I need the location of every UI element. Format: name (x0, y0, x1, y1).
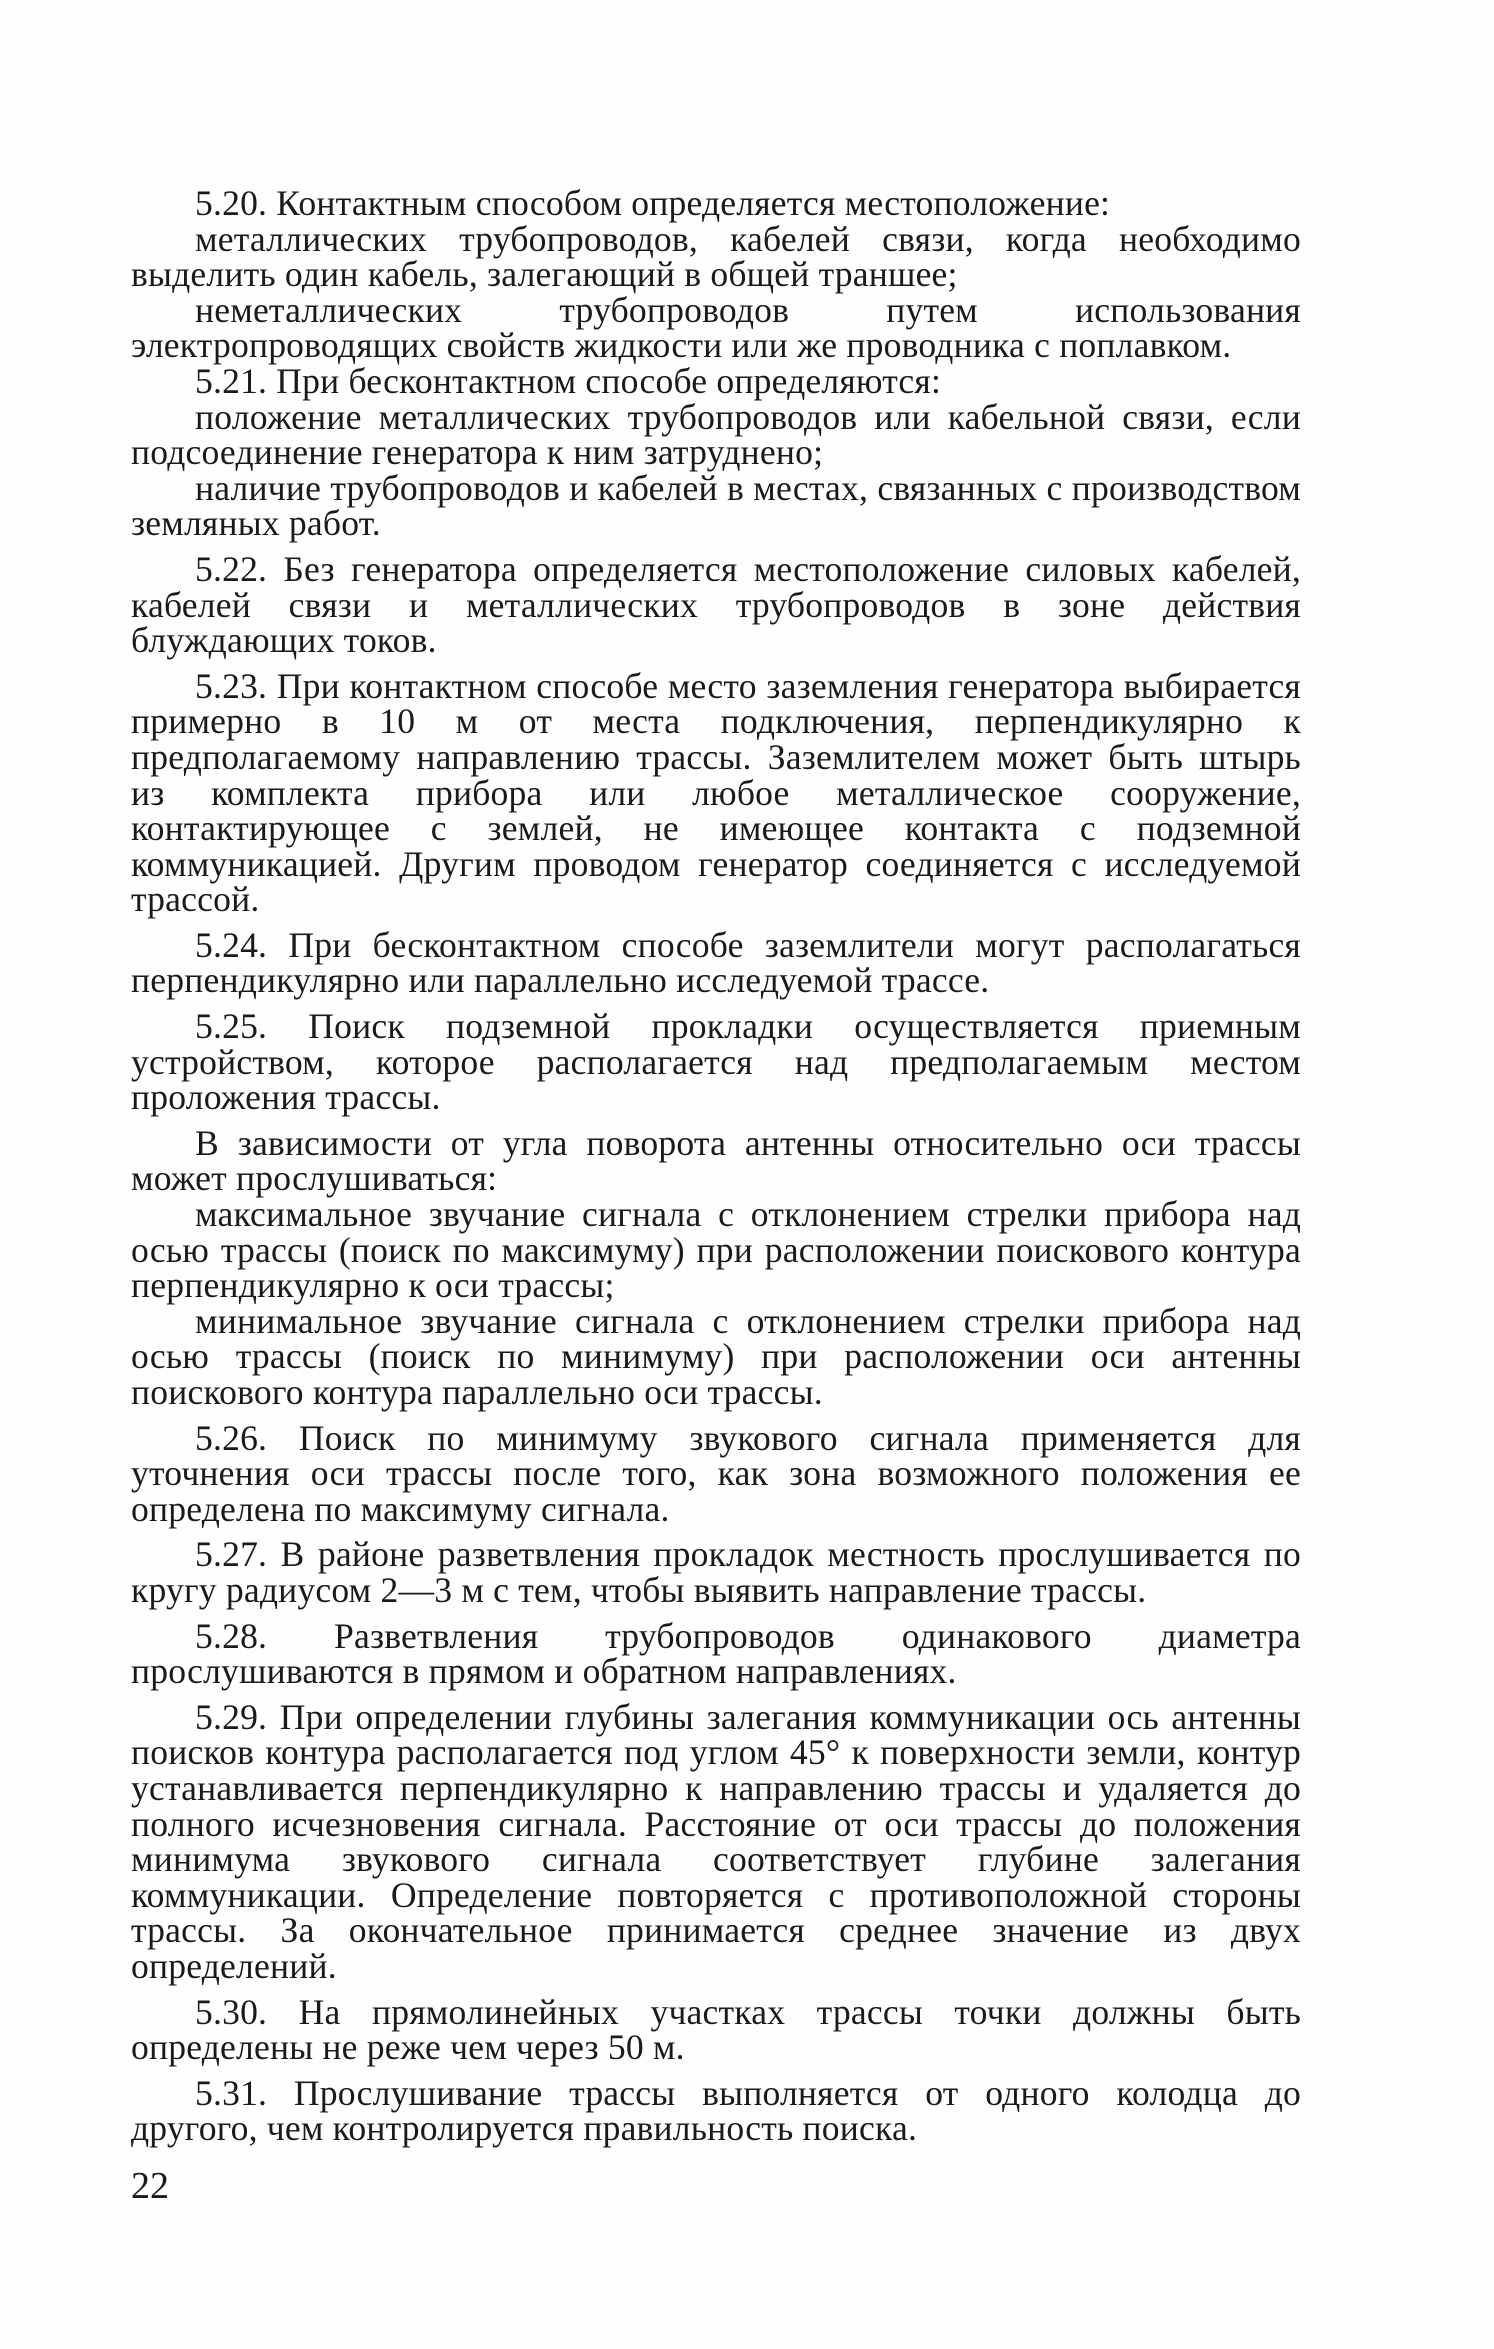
paragraph-5-22: 5.22. Без генератора определяется местоположение силовых кабелей, кабелей связи и металлических трубопроводов в зоне действия блуждающих токов. (131, 548, 1301, 661)
paragraph-5-23: 5.23. При контактном способе место заземления генератора выбирается примерно в 10 м от места подключения, перпендикулярно к предполагаемому направлению трассы. Заземлителем может быть штырь из комплекта прибора или любое металлическое сооружение, контактирующее с землей, не имеющее контакта с подземной коммуникацией. Другим проводом генератор соединяется с исследуемой трассой. (131, 665, 1301, 920)
list-item: металлических трубопроводов, кабелей связи, когда необходимо выделить один кабель, залегающий в общей траншее; (131, 218, 1301, 295)
list-item: наличие трубопроводов и кабелей в местах, связанных с производством земляных работ. (131, 467, 1301, 544)
paragraph-5-31: 5.31. Прослушивание трассы выполняется от одного колодца до другого, чем контролируется правильность поиска. (131, 2072, 1301, 2149)
paragraph-5-26: 5.26. Поиск по минимуму звукового сигнала применяется для уточнения оси трассы после того, как зона возможного положения ее определена по максимуму сигнала. (131, 1417, 1301, 1529)
paragraph-5-24: 5.24. При бесконтактном способе заземлители могут располагаться перпендикулярно или параллельно исследуемой трассе. (131, 924, 1301, 1001)
paragraph-5-29: 5.29. При определении глубины залегания коммуникации ось антенны поисков контура располагается под углом 45° к поверхности земли, контур устанавливается перпендикулярно к направлению трассы и удаляется до полного исчезновения сигнала. Расстояние от оси трассы до положения минимума звукового сигнала соответствует глубине залегания коммуникации. Определение повторяется с противоположной стороны трассы. За окончательное принимается среднее значение из двух определений. (131, 1696, 1301, 1986)
paragraph-5-28: 5.28. Разветвления трубопроводов одинакового диаметра прослушиваются в прямом и обратном направлениях. (131, 1615, 1301, 1692)
paragraph-5-27: 5.27. В районе разветвления прокладок местность прослушивается по кругу радиусом 2—3 м с тем, чтобы выявить направление трассы. (131, 1534, 1301, 1610)
list-item: минимальное звучание сигнала с отклонением стрелки прибора над осью трассы (поиск по минимуму) при расположении оси антенны поискового контура параллельно оси трассы. (131, 1300, 1301, 1412)
list-item: положение металлических трубопроводов или кабельной связи, если подсоединение генератора к ним затруднено; (131, 396, 1301, 473)
list-item: максимальное звучание сигнала с отклонением стрелки прибора над осью трассы (поиск по максимуму) при расположении поискового контура перпендикулярно к оси трассы; (131, 1194, 1301, 1306)
paragraph-5-30: 5.30. На прямолинейных участках трассы точки должны быть определены не реже чем через 50 м. (131, 1991, 1301, 2068)
body-text (131, 183, 1301, 2149)
paragraph-5-20: 5.20. Контактным способом определяется местоположение: (195, 183, 1111, 223)
page-number: 22 (131, 2165, 169, 2207)
list-item: неметаллических трубопроводов путем использования электропроводящих свойств жидкости или же проводника с поплавком. (131, 289, 1301, 366)
paragraph-5-21: 5.21. При бесконтактном способе определяются: (195, 360, 942, 401)
paragraph-5-25: 5.25. Поиск подземной прокладки осуществляется приемным устройством, которое располагается над предполагаемым местом проложения трассы. (131, 1006, 1301, 1118)
paragraph-antenna-angle: В зависимости от угла поворота антенны относительно оси трассы может прослушиваться: (131, 1122, 1301, 1199)
